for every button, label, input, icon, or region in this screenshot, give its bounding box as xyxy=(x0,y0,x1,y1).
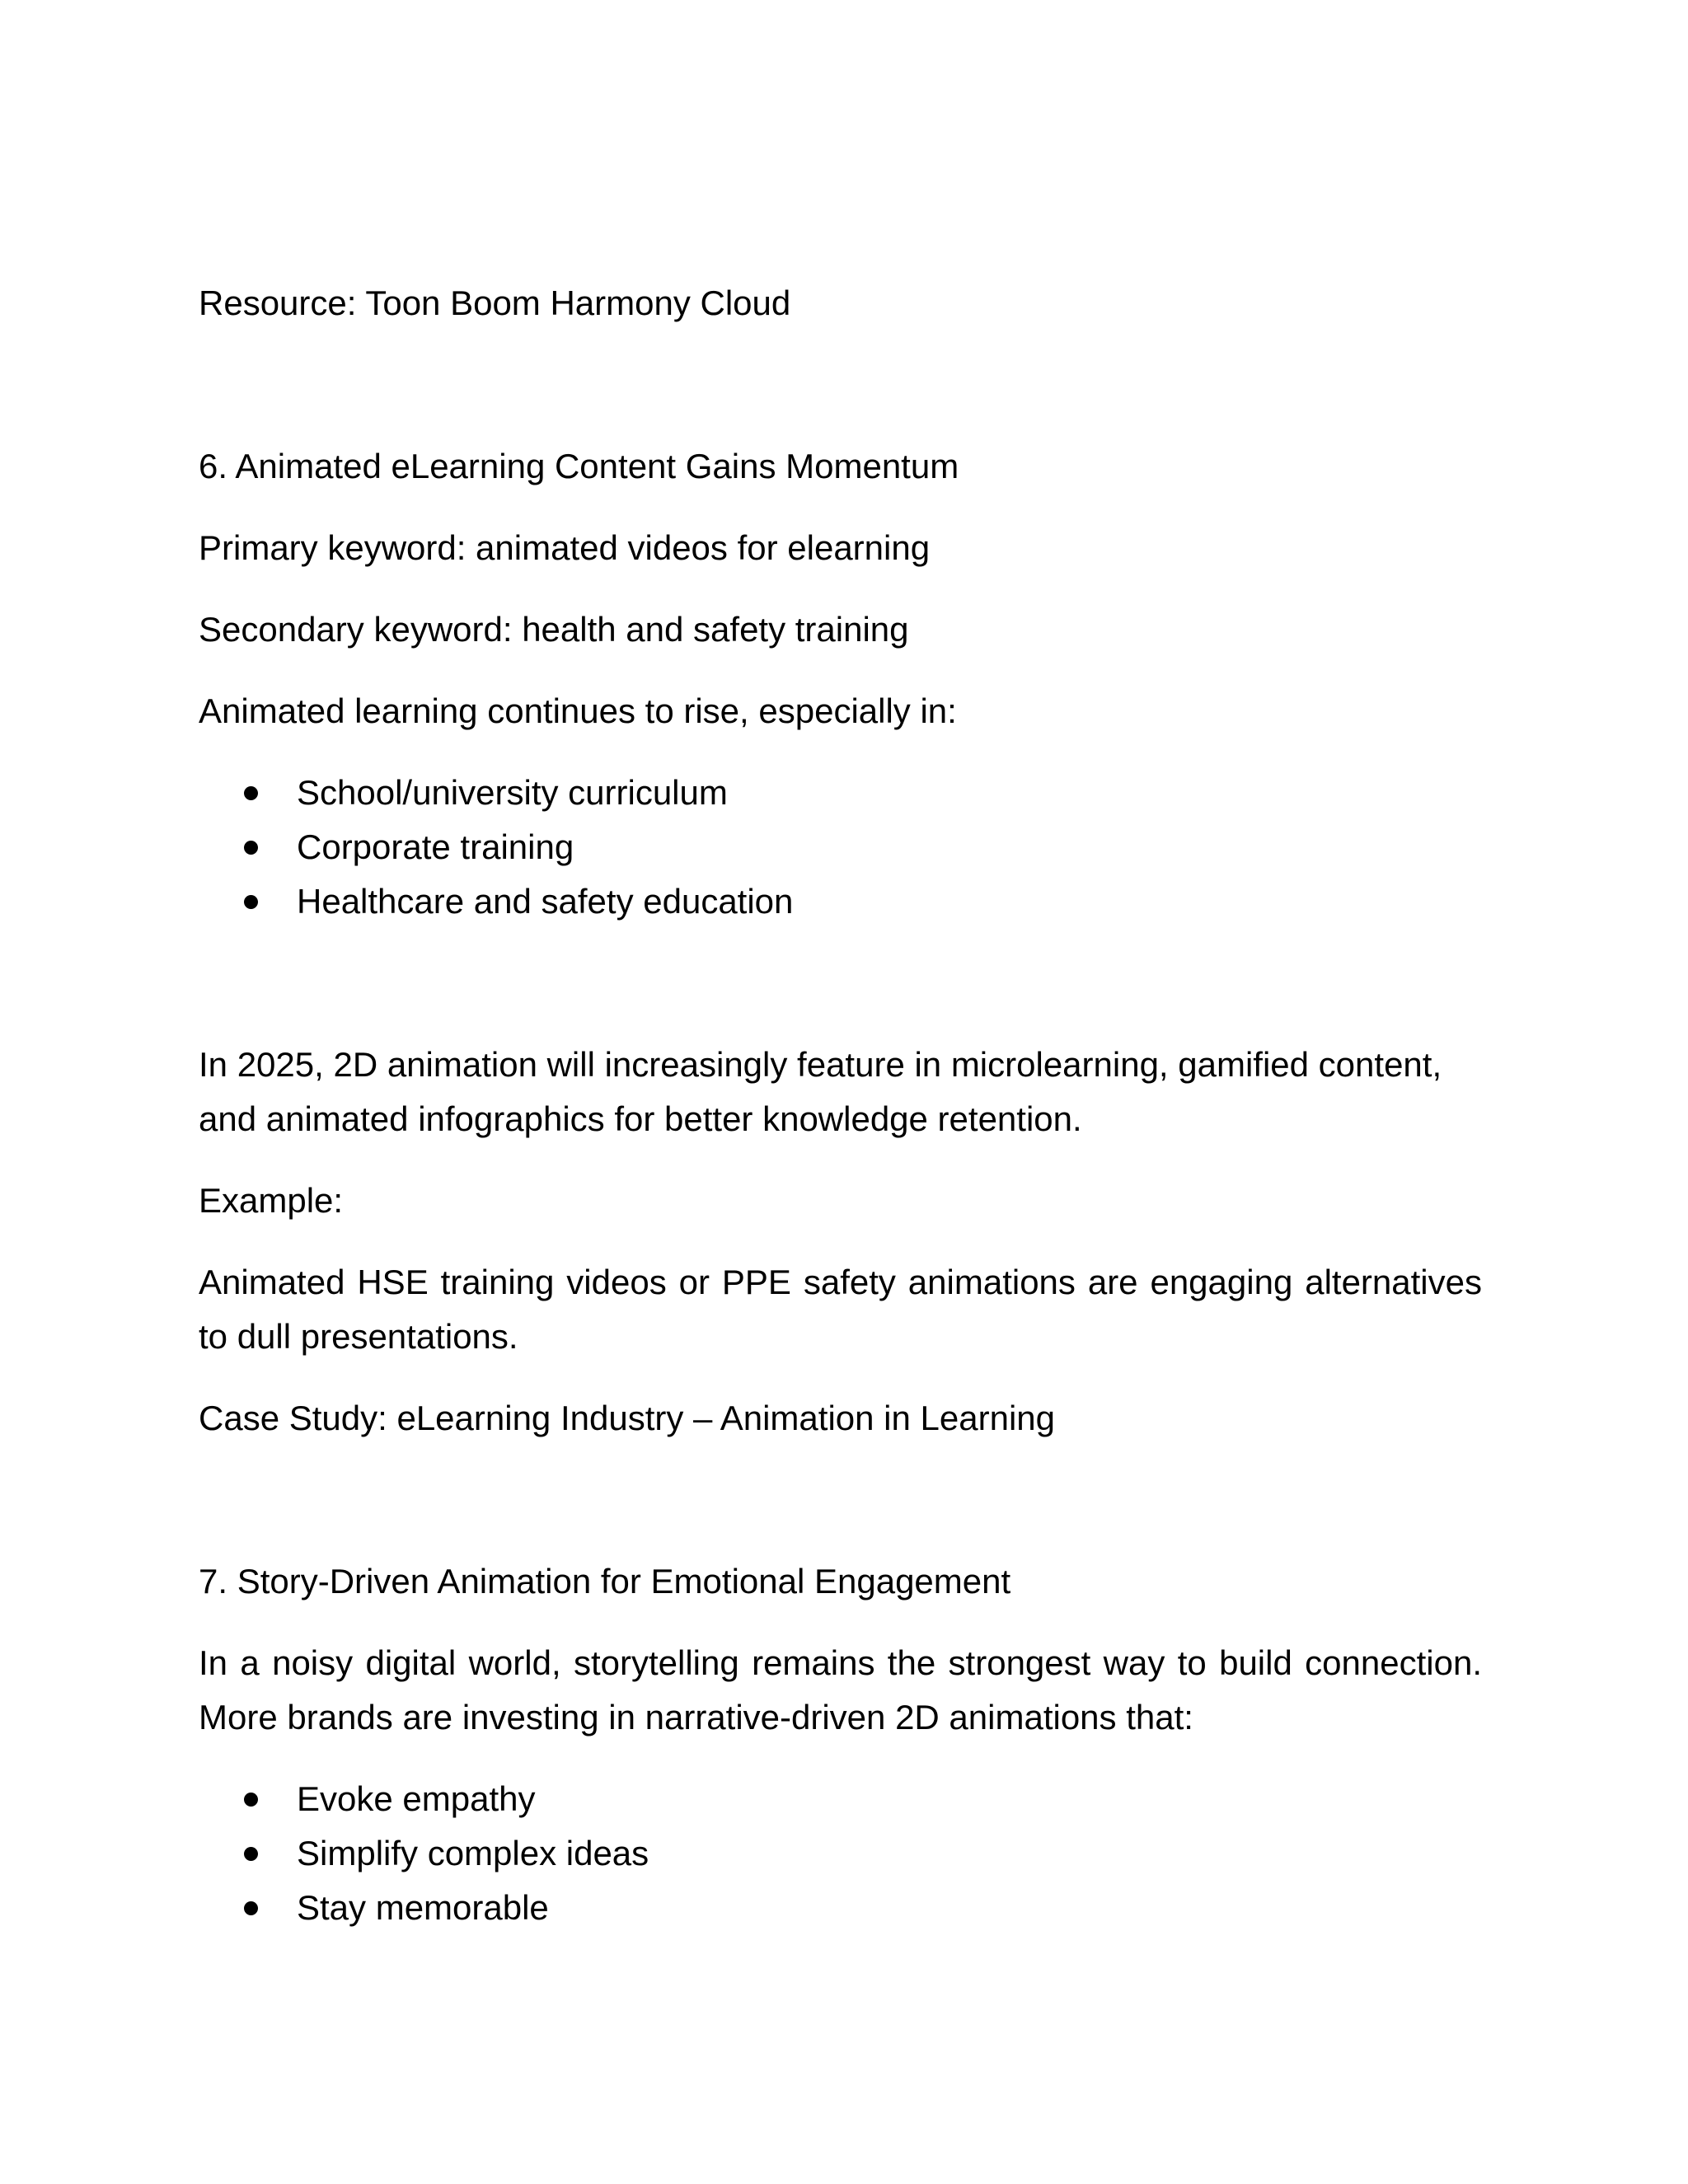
secondary-keyword: Secondary keyword: health and safety training xyxy=(199,610,909,649)
example-label: Example: xyxy=(199,1181,344,1220)
list-item xyxy=(199,1772,1482,1826)
bullet-icon xyxy=(244,786,258,800)
list-item-text: Corporate training xyxy=(297,827,574,866)
bullet-icon xyxy=(244,1847,258,1861)
list-item xyxy=(199,1881,1482,1935)
bullet-icon xyxy=(244,841,258,855)
resource-line: Resource: Toon Boom Harmony Cloud xyxy=(199,284,791,322)
section-6-paragraph: In 2025, 2D animation will increasingly feature in microlearning, gamified content, and animated infographics for better knowledge retention. xyxy=(199,1045,1442,1138)
section-6-bullet-list xyxy=(199,766,1482,929)
list-item xyxy=(199,874,1482,929)
bullet-icon xyxy=(244,895,258,909)
case-study-line: Case Study: eLearning Industry – Animation in Learning xyxy=(199,1399,1055,1437)
list-item-text: Stay memorable xyxy=(297,1888,549,1927)
list-item xyxy=(199,820,1482,874)
list-item-text: Healthcare and safety education xyxy=(297,882,794,921)
list-item xyxy=(199,766,1482,820)
section-7-heading: 7. Story-Driven Animation for Emotional Engagement xyxy=(199,1562,1011,1601)
list-item-text: School/university curriculum xyxy=(297,773,728,812)
list-item-text: Simplify complex ideas xyxy=(297,1834,649,1872)
bullet-icon xyxy=(244,1793,258,1807)
bullet-icon xyxy=(244,1901,258,1915)
section-6-heading: 6. Animated eLearning Content Gains Momentum xyxy=(199,447,959,485)
list-item xyxy=(199,1826,1482,1881)
section-6-intro: Animated learning continues to rise, especially in: xyxy=(199,691,957,730)
list-item-text: Evoke empathy xyxy=(297,1779,536,1818)
section-7-bullet-list xyxy=(199,1772,1482,1935)
section-7-paragraph: In a noisy digital world, storytelling remains the strongest way to build connection. More brands are investing in narrative-driven 2D animations that: xyxy=(199,1643,1482,1736)
primary-keyword: Primary keyword: animated videos for elearning xyxy=(199,528,931,567)
document-body xyxy=(199,276,1482,1935)
example-text: Animated HSE training videos or PPE safety animations are engaging alternatives to dull presentations. xyxy=(199,1263,1482,1356)
